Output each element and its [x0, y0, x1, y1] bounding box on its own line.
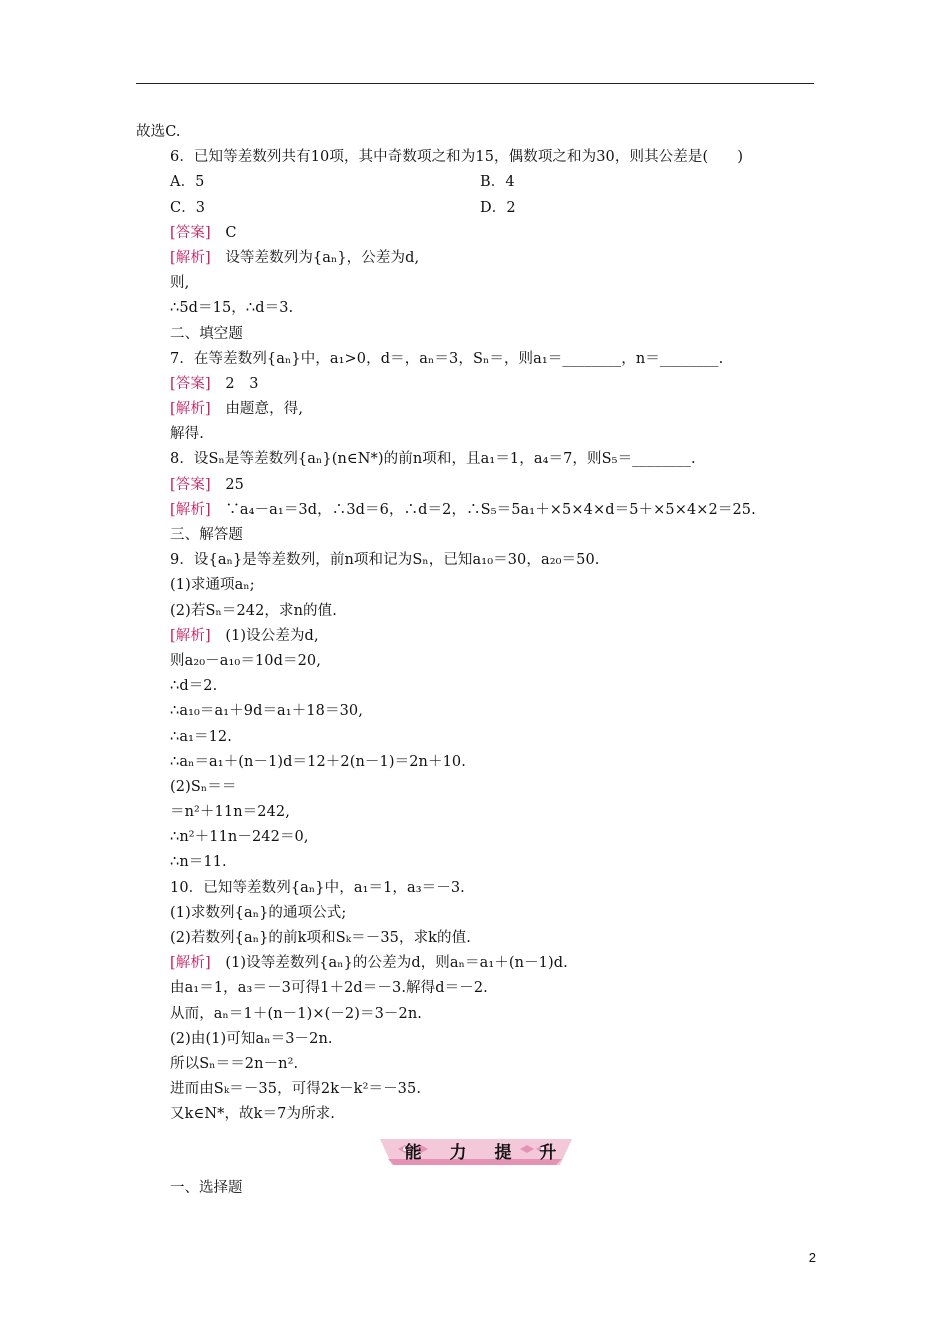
text-line: ∴5d＝15，∴d＝3. — [170, 300, 294, 317]
text-line: ＝n²＋11n＝242, — [170, 804, 290, 821]
text-line: ∴n²＋11n－242＝0, — [170, 829, 309, 846]
label-tag: [答案] — [170, 375, 211, 392]
text-line: (2)若数列{aₙ}的前k项和Sₖ＝－35，求k的值. — [170, 930, 471, 946]
analysis-line: [解析] (1)设等差数列{aₙ}的公差为d，则aₙ＝a₁＋(n－1)d. — [170, 955, 568, 972]
text-line: (1)求通项aₙ; — [170, 577, 255, 594]
text-line: 则, — [170, 275, 190, 292]
question-6: 6．已知等差数列共有10项，其中奇数项之和为15，偶数项之和为30，则其公差是( ) — [170, 149, 744, 166]
text-line: ∴a₁＝12. — [170, 728, 232, 745]
text-line: 故选C. — [136, 124, 181, 140]
label-tag: [解析] — [170, 627, 211, 644]
analysis-line: [解析] 由题意，得, — [170, 401, 304, 418]
options-row — [136, 170, 826, 195]
section-heading: 三、解答题 — [170, 527, 243, 543]
text-line: 由a₁＝1，a₃＝－3可得1＋2d＝－3.解得d＝－2. — [170, 980, 488, 997]
page-number: 2 — [808, 1250, 816, 1265]
text-line: (2)若Sₙ＝242，求n的值. — [170, 602, 337, 619]
option-d: D．2 — [480, 199, 516, 216]
text-line: ∴a₁₀＝a₁＋9d＝a₁＋18＝30, — [170, 703, 363, 720]
label-tag: [答案] — [170, 224, 211, 241]
text-line: 所以Sₙ＝＝2n－n². — [170, 1055, 299, 1072]
options-row — [136, 196, 826, 221]
label-tag: [解析] — [170, 249, 211, 266]
label-tag: [答案] — [170, 476, 211, 493]
text-line: 解得. — [170, 426, 204, 443]
label-tag: [解析] — [170, 401, 211, 418]
text-line: 从而，aₙ＝1＋(n－1)×(－2)＝3－2n. — [170, 1005, 423, 1022]
text-line: (2)由(1)可知aₙ＝3－2n. — [170, 1030, 333, 1047]
document-body — [136, 120, 826, 1128]
banner-title: 能 力 提 升 — [404, 1143, 568, 1163]
question-10: 10．已知等差数列{aₙ}中，a₁＝1，a₃＝－3. — [170, 879, 465, 896]
text-line: (1)求数列{aₙ}的通项公式; — [170, 904, 347, 921]
option-a: A．5 — [170, 174, 205, 191]
text-line: ∴n＝11. — [170, 854, 227, 871]
option-b: B．4 — [480, 174, 515, 191]
option-c: C．3 — [170, 199, 206, 216]
text-line: (2)Sₙ＝＝ — [170, 778, 237, 795]
label-tag: [解析] — [170, 955, 211, 972]
section-heading: 一、选择题 — [170, 1180, 243, 1196]
section-banner — [0, 1133, 950, 1173]
question-8: 8．设Sₙ是等差数列{aₙ}(n∈N*)的前n项和，且a₁＝1，a₄＝7，则S₅＝________. — [170, 451, 696, 468]
analysis-line: [解析] 设等差数列为{aₙ}，公差为d, — [170, 249, 420, 266]
answer-line: [答案] 2 3 — [170, 375, 259, 392]
analysis-line: [解析] ∵a₄－a₁＝3d，∴3d＝6，∴d＝2，∴S₅＝5a₁＋×5×4×d＝5＋×5×4×2＝25. — [170, 501, 756, 518]
text-line: 又k∈N*，故k＝7为所求. — [170, 1106, 335, 1123]
text-line: ∴aₙ＝a₁＋(n－1)d＝12＋2(n－1)＝2n＋10. — [170, 753, 466, 770]
text-line: ∴d＝2. — [170, 678, 218, 695]
answer-line: [答案] 25 — [170, 476, 244, 493]
question-7: 7．在等差数列{aₙ}中，a₁>0，d＝，aₙ＝3，Sₙ＝，则a₁＝________，n＝________. — [170, 350, 724, 367]
analysis-line: [解析] (1)设公差为d, — [170, 627, 319, 644]
text-line: 进而由Sₖ＝－35，可得2k－k²＝－35. — [170, 1081, 422, 1098]
header-rule — [136, 83, 814, 84]
label-tag: [解析] — [170, 501, 211, 518]
section-heading: 二、填空题 — [170, 325, 243, 342]
question-9: 9．设{aₙ}是等差数列，前n项和记为Sₙ，已知a₁₀＝30，a₂₀＝50. — [170, 552, 600, 569]
text-line: 则a₂₀－a₁₀＝10d＝20, — [170, 652, 321, 669]
answer-line: [答案] C — [170, 224, 237, 241]
